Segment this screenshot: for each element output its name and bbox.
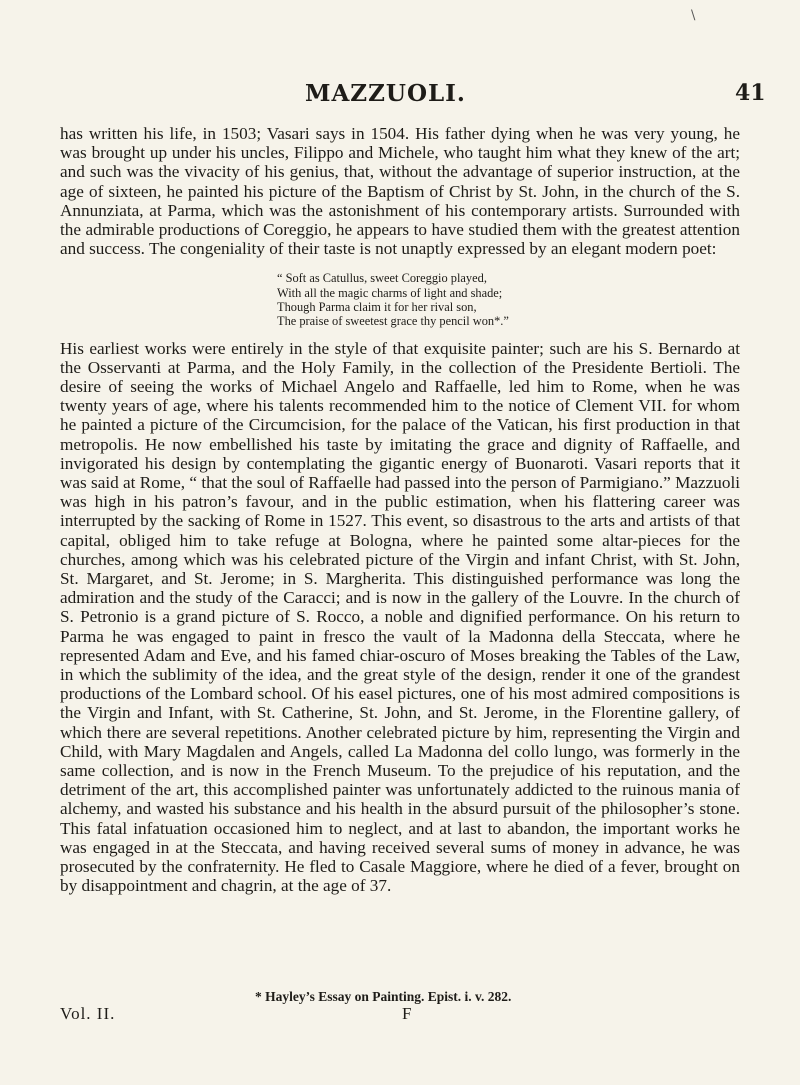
paragraph-2: His earliest works were entirely in the style of that exquisite painter; such are his S. Bernardo at the Osservanti at Parma, and the Holy Family, in the collection of the Presidente Bertioli. The desire of seeing the works of Michael Angelo and Raffaelle, led him to Rome, when he was twenty years of age, where his talents recommended him to the notice of Clement VII. for whom he painted a picture of the Circumcision, for the palace of the Vatican, his first production in that metropolis. He now embellished his taste by imitating the grace and dignity of Raffaelle, and invigorated his design by contemplating the gigantic energy of Buonaroti. Vasari reports that it was said at Rome, “ that the soul of Raffaelle had passed into the person of Parmigiano.” Mazzuoli was high in his patron’s favour, and in the public estimation, when his flattering career was interrupted by the sacking of Rome in 1527. This event, so disastrous to the arts and artists of that capital, obliged him to take refuge at Bologna, where he painted some altar-pieces for the churches, among which was his celebrated picture of the Virgin and infant Christ, with St. John, St. Margaret, and St. Jerome; in S. Margherita. This distinguished performance was long the admiration and the study of the Caracci; and is now in the gallery of the Louvre. In the church of S. Petronio is a grand picture of S. Rocco, a noble and dignified performance. On his return to Parma he was engaged to paint in fresco the vault of la Madonna della Steccata, where he represented Adam and Eve, and his famed chiar-oscuro of Moses breaking the Tables of the Law, in which the sublimity of the idea, and the great style of the design, render it one of the grandest productions of the Lombard school. Of his easel pictures, one of his most admired compositions is the Virgin and Infant, with St. Catherine, St. John, and St. Jerome, in the Florentine gallery, of which there are several repetitions. Another celebrated picture by him, representing the Virgin and Child, with Mary Magdalen and Angels, called La Madonna del collo lungo, was formerly in the same collection, and is now in the French Museum. To the prejudice of his reputation, and the detriment of the art, this accomplished painter was unfortunately addicted to the ruinous mania of alchemy, and wasted his substance and his health in the absurd pursuit of the philosopher’s stone. This fatal infatuation occasioned him to neglect, and at last to abandon, the important works he was engaged in at the Steccata, and having received several sums of money in advance, he was prosecuted by the confraternity. He fled to Casale Maggiore, where he died of a fever, brought on by disappointment and chagrin, at the age of 37. (60, 338, 740, 896)
signature-mark: F (402, 1004, 412, 1023)
verse-line: The praise of sweetest grace thy pencil won*.” (277, 314, 509, 329)
body-text (60, 124, 740, 896)
paragraph-1: has written his life, in 1503; Vasari says in 1504. His father dying when he was very young, he was brought up under his uncles, Filippo and Michele, who taught him what they knew of the art; and such was the vivacity of his genius, that, without the advantage of superior instruction, at the age of sixteen, he painted his picture of the Baptism of Christ by St. John, in the church of the S. Annunziata, at Parma, which was the astonishment of his contemporary artists. Surrounded with the admirable productions of Coreggio, he appears to have studied them with the greatest attention and success. The congeniality of their taste is not unaptly expressed by an elegant modern poet: (60, 124, 740, 259)
verse-line: “ Soft as Catullus, sweet Coreggio played, (277, 271, 487, 286)
corner-mark: \ (691, 8, 696, 23)
running-head: MAZZUOLI. (305, 80, 466, 107)
verse-line: Though Parma claim it for her rival son, (277, 300, 477, 315)
verse-quote (277, 271, 740, 328)
footnote: * Hayley’s Essay on Painting. Epist. i. v. 282. (255, 989, 512, 1004)
page-number: 41 (735, 80, 766, 106)
page-header (0, 80, 800, 120)
volume-label: Vol. II. (60, 1004, 116, 1023)
verse-line: With all the magic charms of light and shade; (277, 285, 503, 300)
